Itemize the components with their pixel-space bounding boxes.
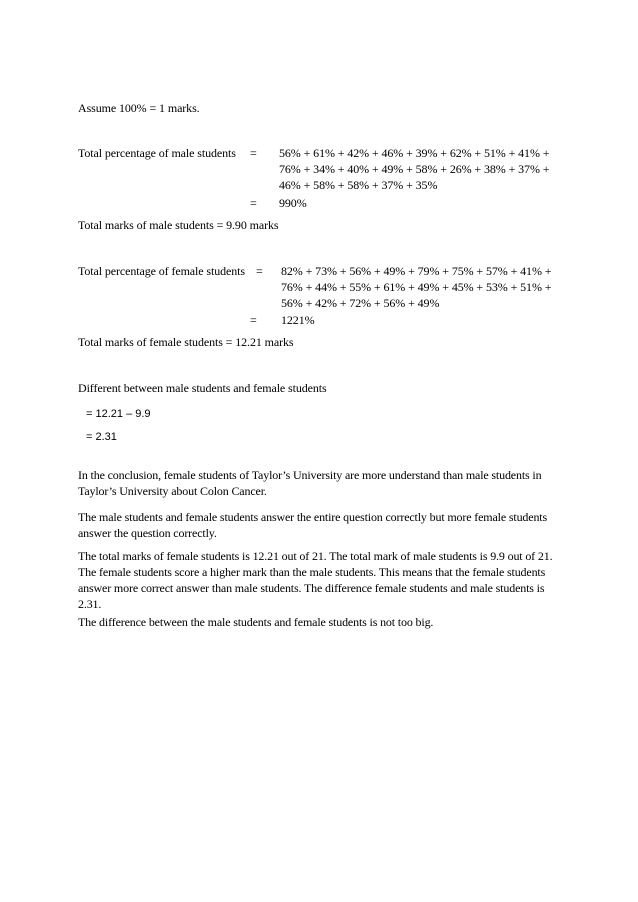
assumption-text: Assume 100% = 1 marks. bbox=[78, 101, 200, 115]
female-sum-line-2: 76% + 44% + 55% + 61% + 49% + 45% + 53% + 51% + bbox=[281, 280, 552, 294]
conclusion-paragraph-1: In the conclusion, female students of Taylor’s University are more understand than male students in Taylor’s University about Colon Cancer. bbox=[78, 468, 542, 498]
female-total-marks: Total marks of female students = 12.21 marks bbox=[78, 335, 294, 349]
female-total-percentage: 1221% bbox=[281, 313, 315, 327]
difference-calculation: = 12.21 – 9.9 bbox=[86, 408, 151, 420]
male-sum-line-1: 56% + 61% + 42% + 46% + 39% + 62% + 51% + 41% + bbox=[279, 146, 550, 160]
difference-heading: Different between male students and female students bbox=[78, 381, 327, 395]
female-percentage-label: Total percentage of female students bbox=[78, 264, 245, 278]
female-sum-line-3: 56% + 42% + 72% + 56% + 49% bbox=[281, 296, 440, 310]
conclusion-paragraph-4: The difference between the male students and female students is not too big. bbox=[78, 615, 434, 629]
conclusion-paragraph-2: The male students and female students answer the entire question correctly but more female students answer the question correctly. bbox=[78, 510, 547, 540]
male-percentage-label: Total percentage of male students bbox=[78, 146, 236, 160]
male-sum-line-2: 76% + 34% + 40% + 49% + 58% + 26% + 38% + 37% + bbox=[279, 162, 550, 176]
male-sum-line-3: 46% + 58% + 58% + 37% + 35% bbox=[279, 178, 438, 192]
male-total-marks: Total marks of male students = 9.90 marks bbox=[78, 218, 279, 232]
male-equals-sign: = bbox=[250, 146, 257, 160]
conclusion-paragraph-3: The total marks of female students is 12.21 out of 21. The total mark of male students is 9.9 out of 21. The female students score a higher mark than the male students. This means that the female students answer more correct answer than male students. The difference female students and male students is 2.31. bbox=[78, 549, 553, 611]
male-total-percentage: 990% bbox=[279, 196, 307, 210]
male-total-equals-sign: = bbox=[250, 196, 257, 210]
difference-result: = 2.31 bbox=[86, 431, 117, 443]
female-equals-sign: = bbox=[256, 264, 263, 278]
female-total-equals-sign: = bbox=[250, 313, 257, 327]
female-sum-line-1: 82% + 73% + 56% + 49% + 79% + 75% + 57% + 41% + bbox=[281, 264, 552, 278]
